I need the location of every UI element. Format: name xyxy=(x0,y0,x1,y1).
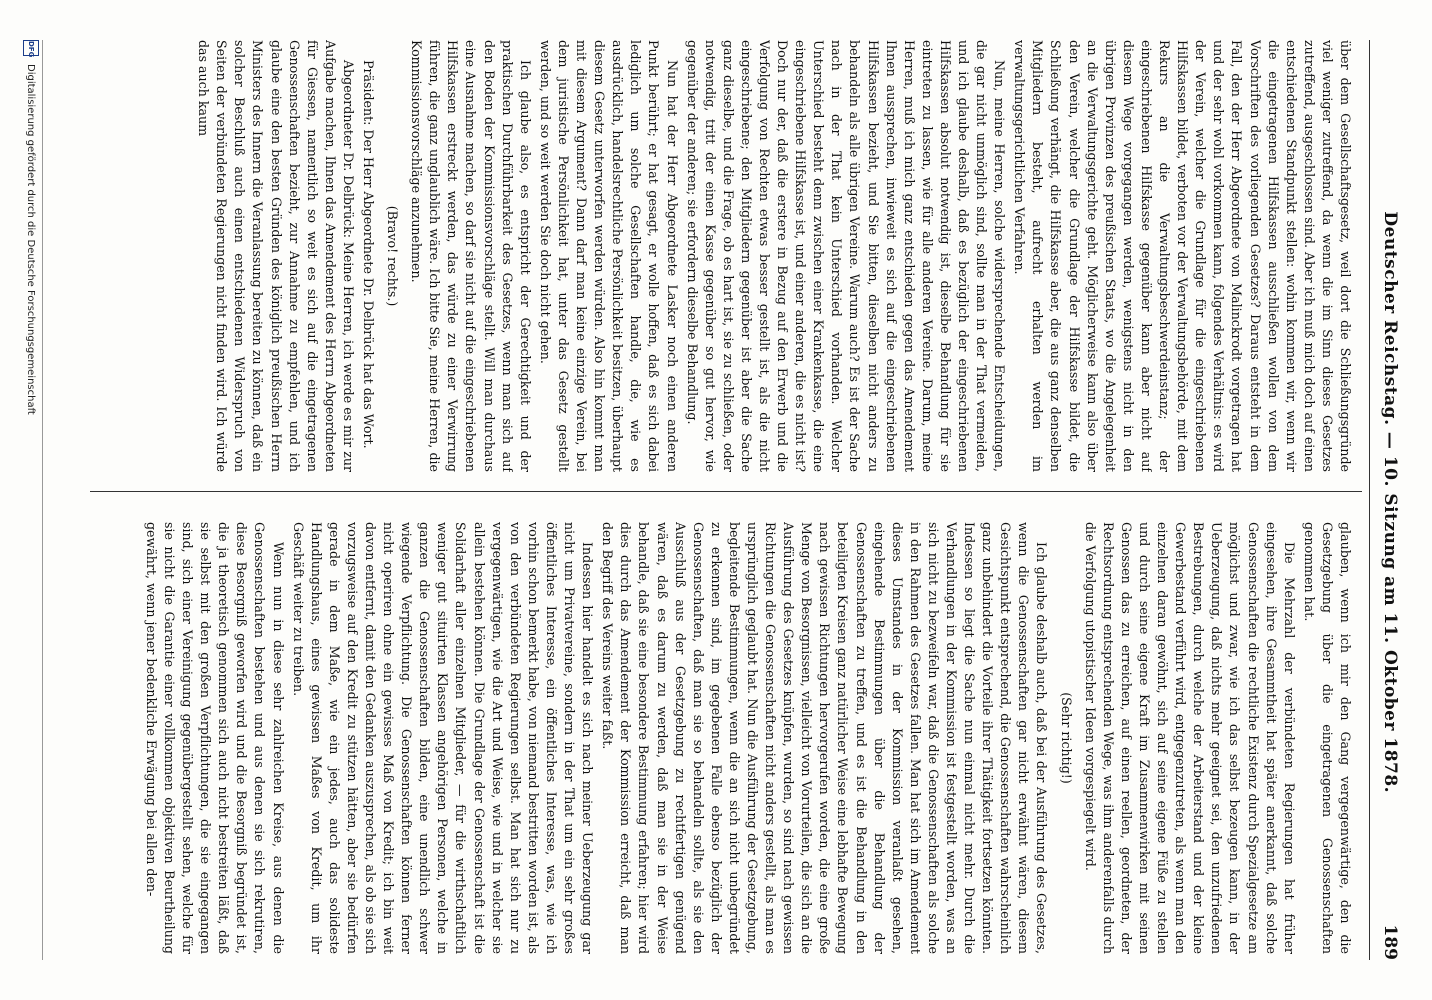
paragraph: Abgeordneter Dr. Delbrück: Meine Herren, ich werde es mir zur Aufgabe machen, Ihnen das Amendement des Herrn Abgeordneten für Giessen, namentlich so weit es sich auf die eingetragenen Genossenschaften bezieht, zur Annahme zu empfehlen, und ich glaube eine den besten Gründen des königlich preußischen Herrn Ministers des Innern die Veranlassung bereiten zu können, daß ein solcher Beschluß auch einen entschiedenen Widerspruch von Seiten der verbündeten Regierungen nicht finden wird. Ich würde das auch kaum xyxy=(196,40,356,472)
digitization-footer xyxy=(20,40,43,960)
page-title: Deutscher Reichstag. — 10. Sitzung am 11. Oktober 1878. xyxy=(1380,211,1400,794)
column-divider xyxy=(90,491,1362,492)
paragraph: über dem Gesellschaftsgesetz, weil dort die Schließungsgründe viel weniger zutreffend, da wenn die im Sinn dieses Gesetzes zutreffend, ausgeschlossen sind. Aber ich muß mich doch auf einen entschiedenen Standpunkt stellen: wohin kommen wir, wenn wir die eingetragenen Hilfskassen ausschließen wollen von dem Vorschriften des vorliegenden Gesetzes? Daraus entsteht in dem Fall, den der Herr Abgeordnete von Malinckrodt vorgetragen hat und der sehr wohl vorkommen kann, folgendes Verhältnis: es wird der Verein, welcher die Grundlage für die eingeschriebenen Hilfskassen bildet, verboten vor der Verwaltungsbehörde, mit dem Rekurs an die Verwaltungsbeschwerdeinstanz; der eingeschriebenen Hilfskasse gegenüber kann aber nicht auf diesem Wege vorgegangen werden, wenigstens nicht in den übrigen Provinzen des preußischen Staats, wo die Angelegenheit an die Verwaltungsgerichte geht. Möglicherweise kann also über den Verein, welcher die Grundlage der Hilfskasse bildet, die Schließung verhängt, die Hilfskasse aber, die aus ganz denselben Mitgliedern besteht, aufrecht erhalten werden im verwaltungsgerichtlichen Verfahren. xyxy=(1012,40,1353,472)
page-header xyxy=(1369,40,1410,960)
interjection: (Sehr richtig!) xyxy=(1058,692,1074,784)
paragraph: glauben, wenn ich mir den Gang vergegenwärtige, den die Gesetzgebung über die eingetragenen Genossenschaften genommen hat. xyxy=(1301,522,1353,954)
left-text-column xyxy=(90,40,1354,472)
paragraph: Ich glaube deshalb auch, daß bei der Ausführung des Gesetzes, wenn die Genossenschaften gar nicht erwähnt wären, diesem Gesichtspunkt entsprechend, die Genossenschaften wahrscheinlich ganz unbehindert die Vorteile ihrer Thätigkeit fortsetzen könnten. Indessen so liegt die Sache nun einmal nicht mehr. Durch die Verhandlungen in der Kommission ist festgestellt worden, was an sich nicht zu bezweifeln war, daß die Genossenschaften als solche in den Rahmen des Gesetzes fallen. Man hat sich im Amendement dieses Umstandes in der Kommission veranlaßt gesehen, eingehende Bestimmungen über die Behandlung der Genossenschaften zu treffen, und es ist die Behandlung in den beteiligten Kreisen ganz natürlicher Weise eine lebhafte Bewegung nach gewissen Richtungen hervorgerufen worden, die eine große Menge von Besorgnissen, vielleicht von Vorurteilen, die sich an die Ausführung des Gesetzes knüpfen, wurden, so sind nach gewissen Richtungen die Genossenschaften nicht anders gestellt, als man es ursprünglich geglaubt hat. Nun die Ausführung der Gesetzgebung, begleitende Bestimmungen, wenn die an sich nicht unbegründet zu erkennen sind, im gegebenen Falle ebenso bezüglich der Genossenschaften, daß man sie so behandeln sollte, als sie den Ausschluß aus der Gesetzgebung zu rechtfertigen genügend wären, daß es darum zu werden, daß man sie in der Weise behandle, daß sie eine besondere Bestimmung erfahren; hier wird dies durch das Amendement der Kommission erreicht, daß man den Begriff des Vereins weiter faßt. xyxy=(600,522,1050,954)
interjection: (Bravo! rechts.) xyxy=(385,205,401,307)
paragraph: Nun, meine Herren, solche widersprechende Entscheidungen, die gar nicht unmöglich sind, sollte man in der That vermeiden, und ich glaube deshalb, daß es bezüglich der eingeschriebenen Hilfskassen absolut notwendig ist, dieselbe Behandlung für sie eintreten zu lassen, wie für alle anderen Vereine. Darum, meine Herren, muß ich mich ganz entschieden gegen das Amendement Ihnen aussprechen, inwieweit es sich auf die eingeschriebenen Hilfskassen bezieht, und Sie bitten, dieselben nicht anders zu behandeln als alle übrigen Vereine. Warum auch? Es ist der Sache nach in der That kein Unterschied vorhanden. Welcher Unterschied besteht denn zwischen einer Krankenkasse, die eine eingeschriebene Hilfskasse ist, und einer anderen, die es nicht ist? Doch nur der, daß die erstere in Bezug auf den Erwerb und die Verfolgung von Rechten etwas besser gestellt ist, als die nicht eingeschriebene; den Mitgliedern gegenüber ist aber die Sache ganz dieselbe, und die Frage, ob es hart ist, sie zu schließen, oder notwendig, tritt der einen Kasse gegenüber so gut hervor, wie gegenüber der anderen; sie erfordern dieselbe Behandlung. xyxy=(684,40,1008,472)
paragraph: Wenn nun in diese sehr zahlreichen Kreise, aus denen die Genossenschaften bestehen und aus denen sie sich rekrutiren, diese Besorgniß geworfen wird und die Besorgniß begründet ist, die ja theoretisch genommen sich auch nicht bestreiten läßt, daß sie selbst mit den großen Verpflichtungen, die sie eingegangen sind, sich einer Vereinigung gegenübergestellt sehen, welche für sie nicht die Garantie einer vollkommen objektiven Beurtheilung gewährt, wenn jener bedenkliche Erwägung bei allen den- xyxy=(143,522,286,954)
paragraph: Indessen hier handelt es sich nach meiner Ueberzeugung gar nicht um Privatvereine, sondern in der That um ein sehr großes öffentliches Interesse, ein öffentliches Interesse, was, wie ich vorhin schon bemerkt habe, von niemand bestritten worden ist, als von den verbündeten Regierungen selbst. Man hat sich nur zu vergegenwärtigen, wie die Art und Weise, wie und in welcher sie allein bestehen können. Die Grundlage der Genossenschaft ist die Solidarhaft aller einzelnen Mitglieder, — für die wirthschaftlich weniger gut situirten Klassen angehörigen Personen, welche in ganzen die Genossenschaften bilden, eine unendlich schwer wiegende Verpflichtung. Die Genossenschaften können ferner nicht operiren ohne ein gewisses Maß von Kredit; ich bin weit davon entfernt, damit den Gedanken auszusprechen, als ob sie sich vorzugsweise auf den Kredit zu stützen hätten, aber sie bedürfen gerade in dem Maße, wie ein jedes, auch das solideste Handlungshaus, eines gewissen Maßes von Kredit, um ihr Geschäft weiter zu treiben. xyxy=(290,522,596,954)
page-number: 189 xyxy=(1380,924,1400,960)
paragraph: Präsident: Der Herr Abgeordnete Dr. Delbrück hat das Wort. xyxy=(361,60,377,449)
footer-credit-text: Digitalisierung gefördert durch die Deutsche Forschungsgemeinschaft xyxy=(25,64,37,415)
dfg-logo-icon: DFG xyxy=(23,40,39,56)
paragraph: Nun hat der Herr Abgeordnete Lasker noch einen anderen Punkt berührt; er hat gesagt, er wolle hoffen, daß es sich dabei lediglich um solche Gesellschaften handle, die, wie es ausdrücklich, handelsrechtliche Persönlichkeit besitzen, überhaupt diesem Gesetz unterworfen werden würden. Also hin kommt man mit diesem Argument? Dann darf man keine einzige Verein, bei dem juristische Persönlichkeit hat, unter das Gesetz gestellt werden, und so weit werden Sie doch nicht gehen. xyxy=(537,40,680,472)
paragraph: Die Mehrzahl der verbündeten Regierungen hat früher eingesehen, ihre Gesammtheit hat später anerkannt, daß solche Genossenschaften die rechtliche Existenz durch Spezialgesetze am möglichst und zwar, wie ich das selbst bezeugen kann, in der Ueberzeugung, daß nichts mehr geeignet sei, den unzufriedenen Bestrebungen, durch welche der Arbeiterstand und der kleine Gewerbestand verführt wird, entgegenzutreten, als wenn man den einzelnen daran gewöhnt, sich auf seine eigene Füße zu stellen und durch seine eigene Kraft im Zusammenwirken mit seinen Genossen das zu erreichen, auf einen reellen, geordneten, der Rechtsordnung entsprechenden Wege, was ihm anderenfalls durch die Verfolgung utopistischer Ideen vorgespiegelt wird. xyxy=(1082,522,1297,954)
paragraph: Ich glaube also, es entspricht der Gerechtigkeit und der praktischen Durchführbarkeit des Gesetzes, wenn man sich auf den Boden der Kommissionsvorschläge stellt. Will man durchaus eine Ausnahme machen, so darf sie nicht auf die eingeschriebenen Hilfskassen erstreckt werden, das würde zu einer Verwirrung führen, die ganz unglaublich wäre. Ich bitte Sie, meine Herren, die Kommissionsvorschläge anzunehmen. xyxy=(409,40,533,472)
right-text-column xyxy=(90,522,1354,954)
